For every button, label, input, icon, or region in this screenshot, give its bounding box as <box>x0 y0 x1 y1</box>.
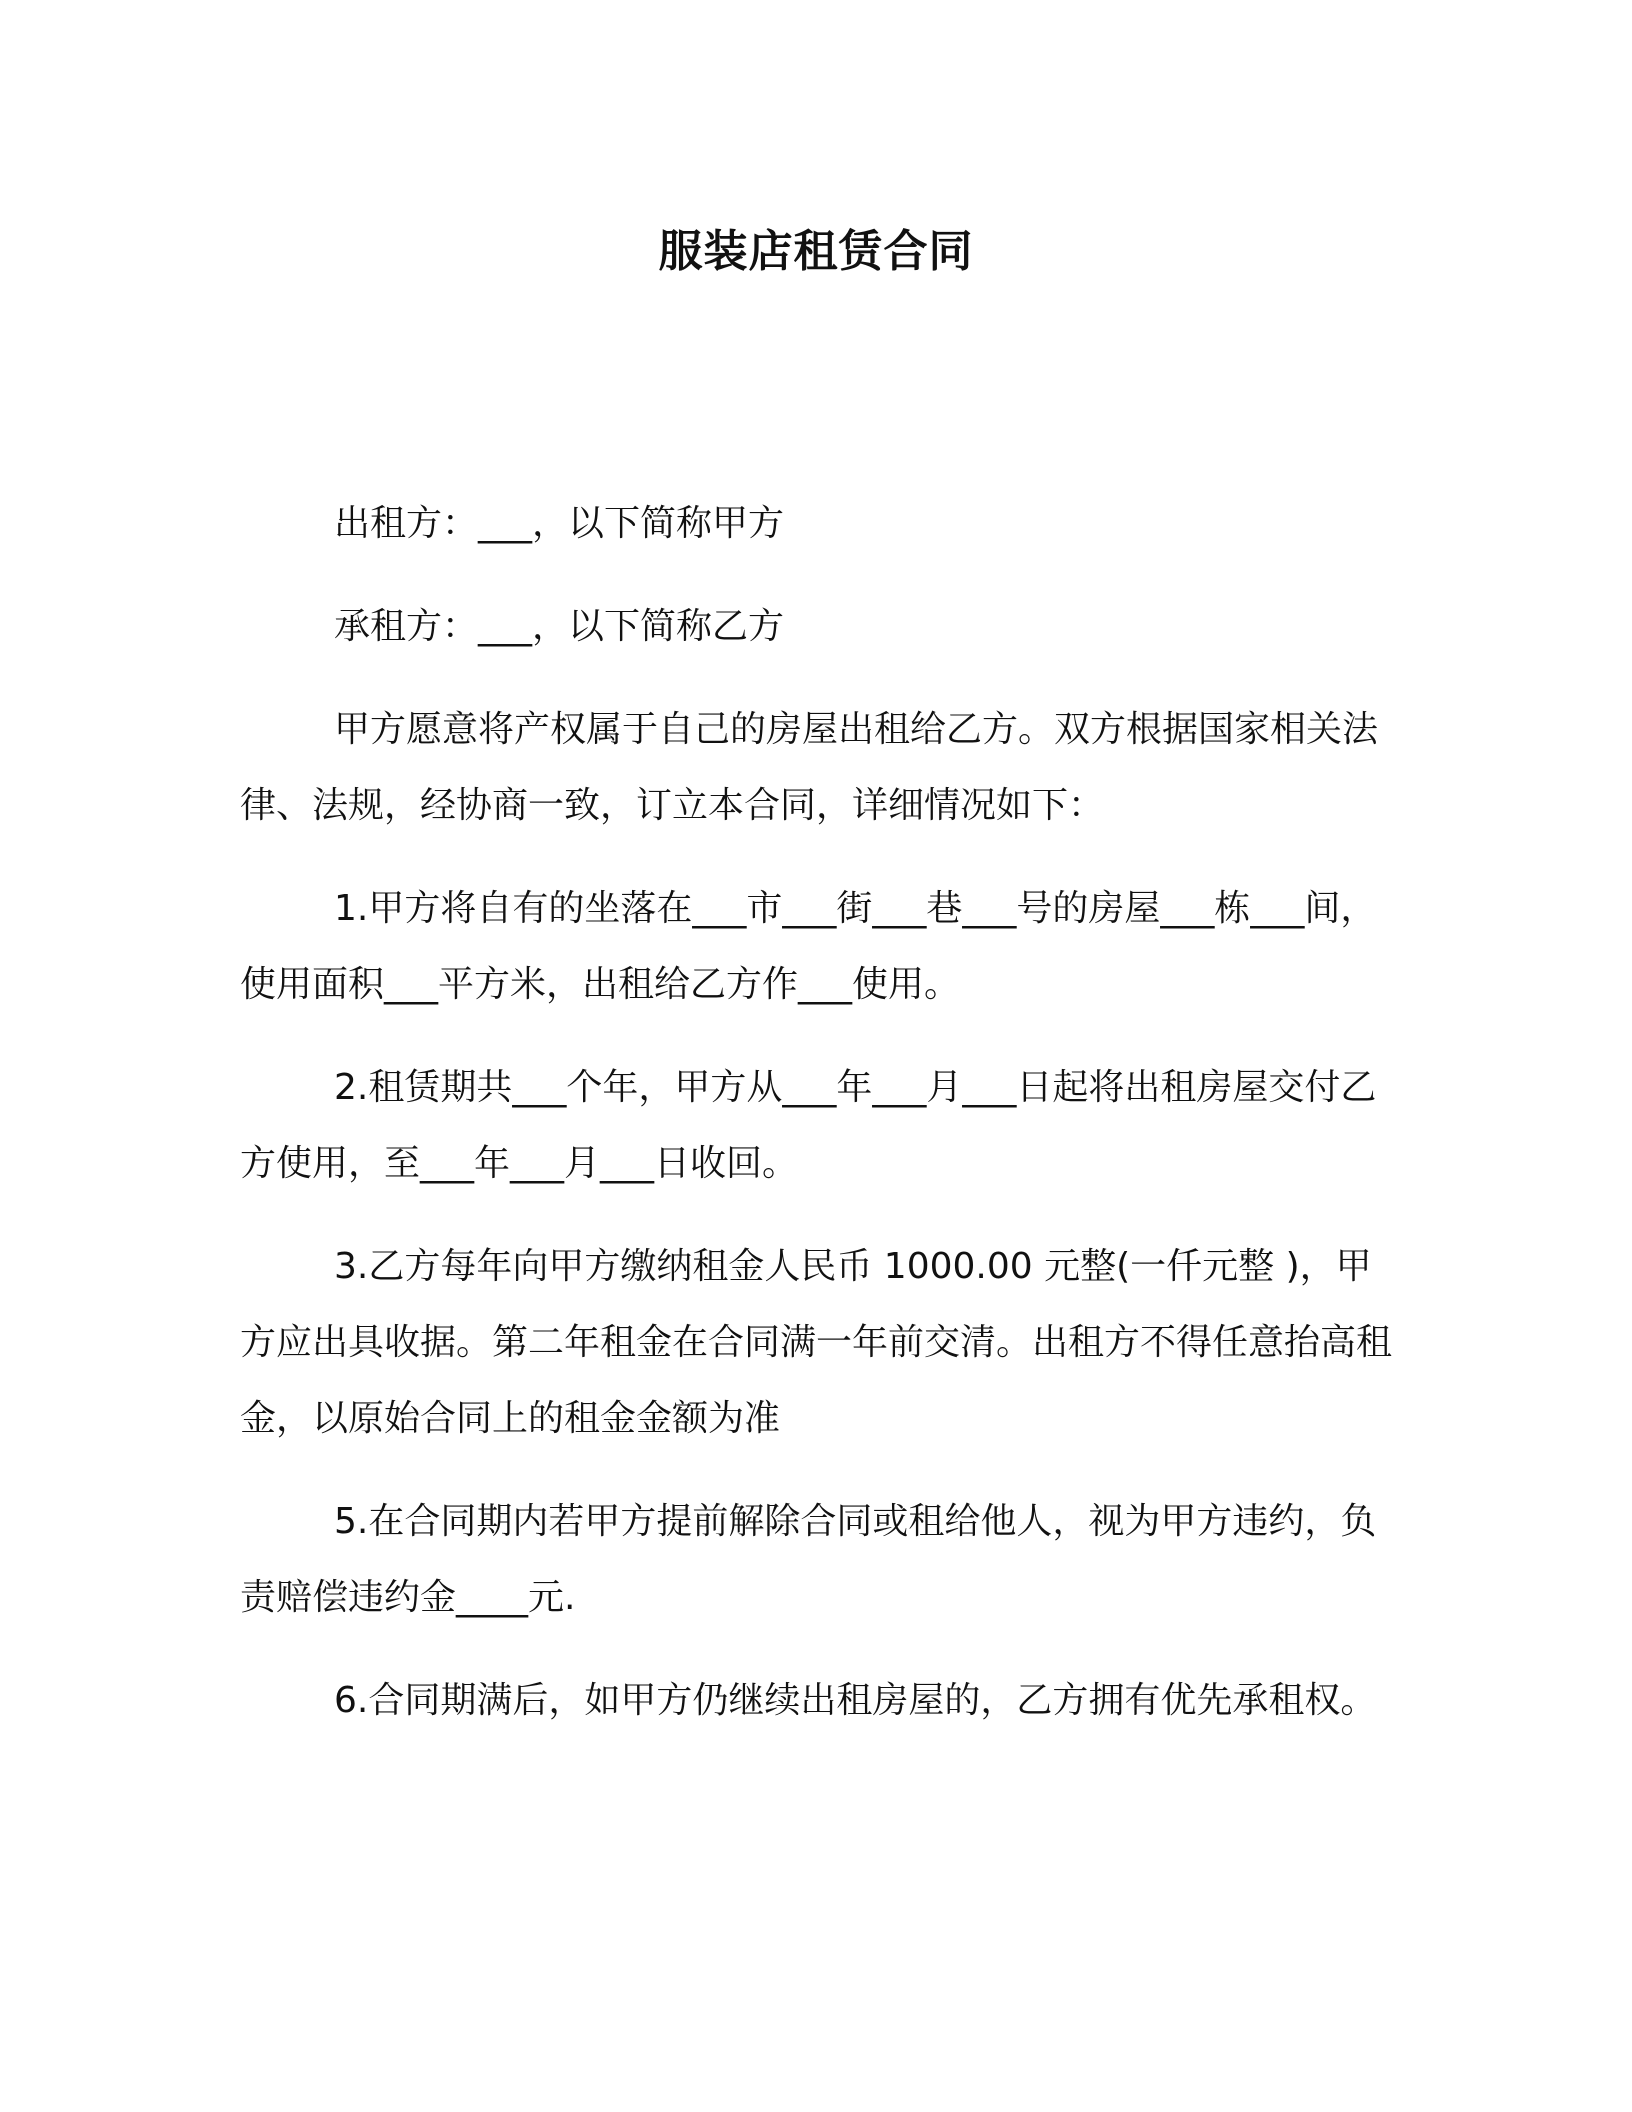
document-body <box>240 486 1392 1766</box>
paragraph-lessor: 出租方：___，以下简称甲方 <box>334 503 785 544</box>
paragraph-clause-1: 1.甲方将自有的坐落在___市___街___巷___号的房屋___栋___间，使用面积___平方米，出租给乙方作___使用。 <box>240 888 1377 1005</box>
paragraph-clause-2: 2.租赁期共___个年，甲方从___年___月___日起将出租房屋交付乙方使用，至___年___月___日收回。 <box>240 1067 1377 1184</box>
paragraph-intro: 甲方愿意将产权属于自己的房屋出租给乙方。双方根据国家相关法律、法规，经协商一致，订立本合同，详细情况如下： <box>240 709 1379 826</box>
document-title: 服装店租赁合同 <box>658 226 974 277</box>
paragraph-clause-6: 6.合同期满后，如甲方仍继续出租房屋的，乙方拥有优先承租权。 <box>334 1680 1377 1721</box>
paragraph-lessee: 承租方：___，以下简称乙方 <box>334 606 785 647</box>
paragraph-clause-5: 5.在合同期内若甲方提前解除合同或租给他人，视为甲方违约，负责赔偿违约金____元. <box>240 1501 1377 1618</box>
paragraph-clause-3: 3.乙方每年向甲方缴纳租金人民币 1000.00 元整(一仟元整 )，甲方应出具收据。第二年租金在合同满一年前交清。出租方不得任意抬高租金，以原始合同上的租金金额为准 <box>240 1246 1393 1439</box>
